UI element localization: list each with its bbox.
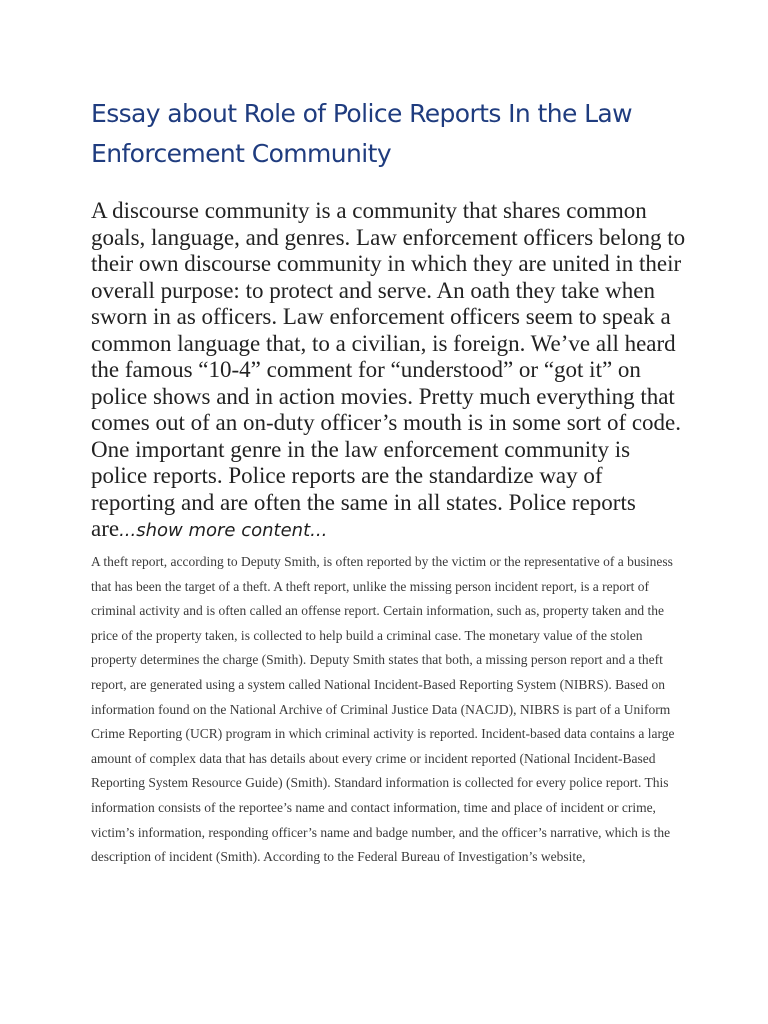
body-paragraph: A theft report, according to Deputy Smith, is often reported by the victim or the representative of a business that has been the target of a theft. A theft report, unlike the missing person incident report, is a report of criminal activity and is often called an offense report. Certain information, such as, property taken and the price of the property taken, is collected to help build a criminal case. The monetary value of the stolen property determines the charge (Smith). Deputy Smith states that both, a missing person report and a theft report, are generated using a system called National Incident-Based Reporting System (NIBRS). Based on information found on the National Archive of Criminal Justice Data (NACJD), NIBRS is part of a Uniform Crime Reporting (UCR) program in which criminal activity is reported. Incident-based data contains a large amount of complex data that has details about every crime or incident reported (National Incident-Based Reporting System Resource Guide) (Smith). Standard information is collected for every police report. This information consists of the reportee’s name and contact information, time and place of incident or crime, victim’s information, responding officer’s name and badge number, and the officer’s narrative, which is the description of incident (Smith). According to the Federal Bureau of Investigation’s website,	[91, 554, 675, 865]
show-more-link[interactable]: ...show more content...	[119, 520, 328, 541]
lead-paragraph	[91, 198, 691, 545]
lead-paragraph-text: A discourse community is a community that shares common goals, language, and genres. Law enforcement officers belong to their own discourse community in which they are united in their overall purpose: to protect and serve. An oath they take when sworn in as officers. Law enforcement officers seem to speak a common language that, to a civilian, is foreign. We’ve all heard the famous “10-4” comment for “understood” or “got it” on police shows and in action movies. Pretty much everything that comes out of an on-duty officer’s mouth is in some sort of code. One important genre in the law enforcement community is police reports. Police reports are the standardize way of reporting and are often the same in all states. Police reports are	[91, 198, 686, 541]
essay-title: Essay about Role of Police Reports In the Law Enforcement Community	[91, 99, 632, 168]
